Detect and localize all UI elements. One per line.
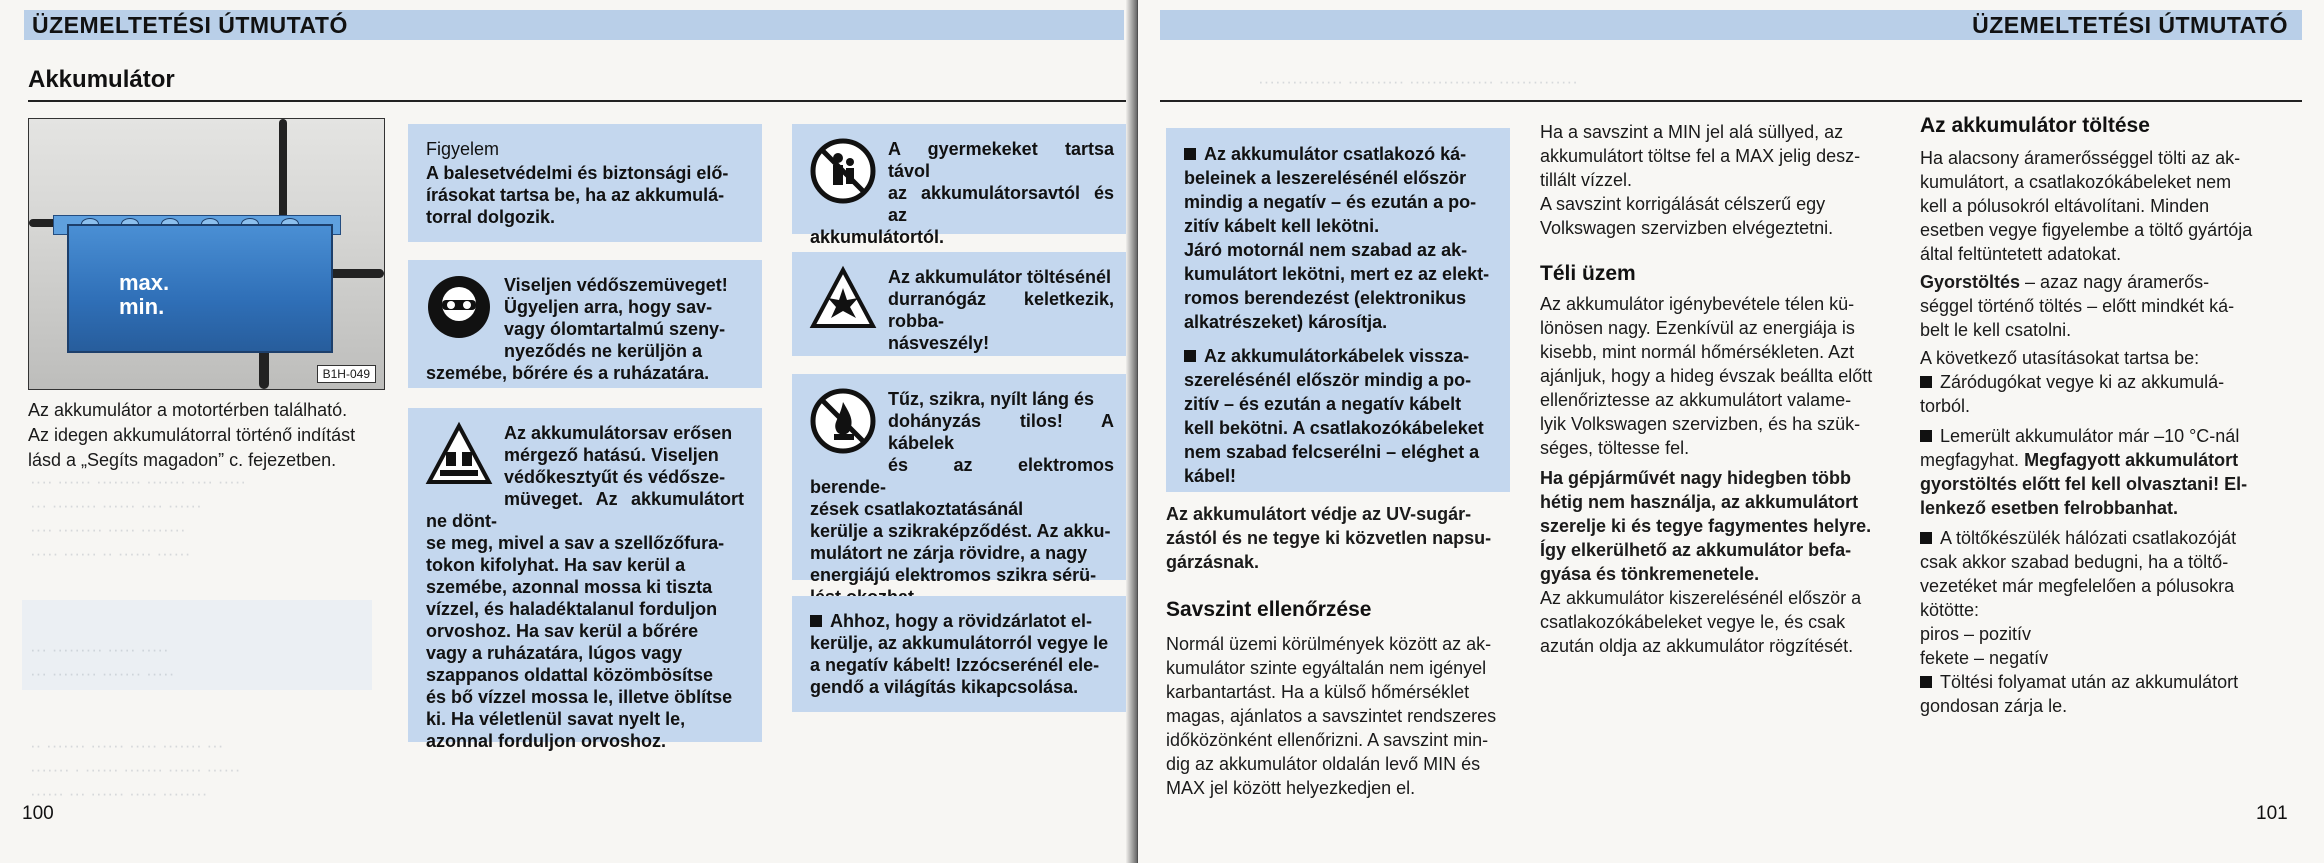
text-line: A balesetvédelmi és biztonsági elő- xyxy=(426,163,729,183)
text-line: vagy ólomtartalmú szeny- xyxy=(504,319,726,339)
winter-title: Téli üzem xyxy=(1540,262,1636,285)
section-title: Akkumulátor xyxy=(28,66,175,93)
text-line: dig az akkumulátor oldalán levő MIN és xyxy=(1166,754,1481,774)
text-line: vezetéket már megfelelően a pólusokra xyxy=(1920,576,2235,596)
text-line: torból. xyxy=(1920,396,1971,416)
text-line: Ha gépjárművét nagy hidegben több xyxy=(1540,468,1852,488)
text-line: kell a pólusokról eltávolítani. Minden xyxy=(1920,196,2210,216)
text-line: Az akkumulátor igénybevétele télen kü- xyxy=(1540,294,1855,314)
text-line: időközönként ellenőrizni. A savszint min- xyxy=(1166,730,1489,750)
text-line: védőkesztyűt és védősze- xyxy=(504,467,726,487)
bullet-icon xyxy=(810,615,822,627)
charging-title: Az akkumulátor töltése xyxy=(1920,114,2150,137)
text-line: akkumulátortól. xyxy=(810,227,945,247)
text-line: energiájú elektromos szikra sérü- xyxy=(810,565,1097,585)
header-bar xyxy=(24,10,1124,40)
text-line: se meg, mivel a sav a szellőzőfura- xyxy=(426,533,725,553)
text-line: ajánljuk, hogy a hideg évszak beállta előtt xyxy=(1540,366,1873,386)
text-line: szappanos oldattal közömbösítse xyxy=(426,665,714,685)
text-line: séggel történő töltés – előtt mindkét ká- xyxy=(1920,296,2235,316)
text-line: kumulátort, a csatlakozókábeleket nem xyxy=(1920,172,2232,192)
text-line: szemébe, azonnal mossa ki tiszta xyxy=(426,577,713,597)
text-line: kumulátort lekötni, mert ez az elekt- xyxy=(1184,264,1490,284)
text-line: lönösen nagy. Ezenkívül az energiája is xyxy=(1540,318,1855,338)
attention-title: Figyelem xyxy=(426,139,500,159)
text-line: orvoshoz. Ha sav kerül a bőrére xyxy=(426,621,699,641)
bullet-icon xyxy=(1184,148,1196,160)
acid-level-text xyxy=(1166,632,1516,800)
text-line: kábel! xyxy=(1184,466,1237,486)
caption-line: Az akkumulátor a motortérben található. xyxy=(28,400,348,420)
text-line: Ügyeljen arra, hogy sav- xyxy=(504,297,713,317)
text-line: nyeződés ne kerüljön a xyxy=(504,341,703,361)
text-span: – azaz nagy áramerős- xyxy=(2025,272,2210,292)
attention-text xyxy=(426,162,744,228)
text-line: vízzel, és haladéktalanul forduljon xyxy=(426,599,718,619)
text-line: belt le kell csatolni. xyxy=(1920,320,2072,340)
winter-text xyxy=(1540,292,1900,658)
section-rule xyxy=(1160,100,2302,102)
text-line xyxy=(1184,344,1492,368)
explosion-warning-box xyxy=(792,252,1132,356)
text-line: beleinek a leszerelésénél először xyxy=(1184,168,1467,188)
text-line: írásokat tartsa be, ha az akkumulá- xyxy=(426,185,725,205)
cable-removal-box xyxy=(1166,128,1510,492)
children-warning-box xyxy=(792,124,1132,247)
cable-decoration xyxy=(329,269,384,278)
page-number: 100 xyxy=(22,803,54,824)
text-line xyxy=(1920,270,2290,294)
text-line: mindig a negatív – és ezután a po- xyxy=(1184,192,1477,212)
explosion-icon xyxy=(810,266,876,332)
text-line xyxy=(1920,670,2290,694)
text-line: séges, töltesse fel. xyxy=(1540,438,1690,458)
text-line: gárzásnak. xyxy=(1166,552,1260,572)
text-line: lyik Volkswagen szervizben, és ha szük- xyxy=(1540,414,1861,434)
text-line: zések csatlakoztatásánál xyxy=(810,499,1024,519)
text-line: szemébe, bőrére és a ruházatára. xyxy=(426,363,710,383)
text-span: A töltőkészülék hálózati csatlakozóját xyxy=(1940,528,2237,548)
text-line: csak akkor szabad bedugni, ha a töltő- xyxy=(1920,552,2229,572)
text-line: nem szabad felcserélni – eléghet a xyxy=(1184,442,1480,462)
bullet-icon xyxy=(1184,350,1196,362)
text-line: gondosan zárja le. xyxy=(1920,696,2068,716)
text-line xyxy=(1920,448,2290,472)
bullet-icon xyxy=(1920,430,1932,442)
battery-photo xyxy=(28,118,385,390)
battery-body xyxy=(67,224,333,353)
header-title: ÜZEMELTETÉSI ÚTMUTATÓ xyxy=(1972,12,2288,38)
corrosive-icon xyxy=(426,422,492,488)
page-number: 101 xyxy=(2256,803,2288,824)
text-line: Az akkumulátor töltésénél xyxy=(888,267,1112,287)
text-span: Lemerült akkumulátor már –10 °C-nál xyxy=(1940,426,2240,446)
goggles-icon xyxy=(426,274,492,340)
text-line: mulátort ne zárja rövidre, a nagy xyxy=(810,543,1088,563)
text-line: A gyermekeket tartsa távol xyxy=(888,139,1114,181)
text-span: megfagyhat. xyxy=(1920,450,2020,470)
show-through-text: ··············· ·········· ··············· ·············· xyxy=(1258,72,1578,91)
text-line: Normál üzemi körülmények között az ak- xyxy=(1166,634,1492,654)
text-line: gyása és tönkremenetele. xyxy=(1540,564,1760,584)
right-page xyxy=(1138,0,2324,863)
text-line xyxy=(810,610,1114,632)
acid-level-title: Savszint ellenőrzése xyxy=(1166,598,1372,621)
text-line: dohányzás tilos! A kábelek xyxy=(888,411,1114,453)
text-line: A savszint korrigálását célszerű egy xyxy=(1540,194,1826,214)
show-through-text: ···· ······ ········ ······· ···· ····· ··· ········ ······ ···· ······ ···· ········ ····· ········ ····· ······ ·· ······ ······ ··· ········· ····· ····· ··· ········ ······· ····· ·· ······· ······ ····· ······· ··· ······· · ······ ······· ······ ······ ······ ··· ······ ····· ········ xyxy=(30,472,247,803)
text-span: Ahhoz, hogy a rövidzárlatot el- xyxy=(830,611,1093,631)
text-line xyxy=(1920,526,2290,550)
text-line xyxy=(1184,142,1492,166)
text-line: ellenőriztesse az akkumulátort valame- xyxy=(1540,390,1852,410)
text-line: magas, ajánlatos a savszintet rendszeres xyxy=(1166,706,1497,726)
text-line: zitív – és ezután a negatív kábelt xyxy=(1184,394,1462,414)
text-line: és az elektromos berende- xyxy=(810,455,1114,497)
max-label: max. xyxy=(119,270,170,295)
caption-line: lásd a „Segíts magadon” c. fejezetben. xyxy=(28,450,337,470)
uv-protection-text xyxy=(1166,502,1516,574)
text-line: szerelje ki és tegye fagymentes helyre. xyxy=(1540,516,1872,536)
text-line: esetben vegye figyelembe a töltő gyártója xyxy=(1920,220,2253,240)
attention-box xyxy=(408,124,762,242)
text-line: alkatrészeket) károsítja. xyxy=(1184,312,1388,332)
charging-text xyxy=(1920,146,2290,718)
text-line: és bő vízzel mossa le, illetve öblítse xyxy=(426,687,733,707)
text-line xyxy=(1920,370,2290,394)
min-label: min. xyxy=(119,294,165,319)
text-line: MAX jel között helyezkedjen el. xyxy=(1166,778,1416,798)
text-span: Töltési folyamat után az akkumulátort xyxy=(1940,672,2239,692)
text-line: azonnal forduljon orvoshoz. xyxy=(426,731,666,751)
text-line: Ha alacsony áramerősséggel tölti az ak- xyxy=(1920,148,2241,168)
text-line: lenkező esetben felrobbanhat. xyxy=(1920,498,2179,518)
text-line: kumulátor szinte egyáltalán nem igényel xyxy=(1166,658,1487,678)
short-circuit-box xyxy=(792,596,1132,712)
text-line: ki. Ha véletlenül savat nyelt le, xyxy=(426,709,686,729)
text-line: vagy a ruházatára, lúgos vagy xyxy=(426,643,683,663)
left-page xyxy=(0,0,1138,863)
text-line: Járó motornál nem szabad az ak- xyxy=(1184,240,1468,260)
fast-charge-title: Gyorstöltés xyxy=(1920,272,2021,292)
bullet-icon xyxy=(1920,376,1932,388)
text-line: az akkumulátorsavtól és az xyxy=(888,183,1114,225)
text-line: Ha a savszint a MIN jel alá süllyed, az xyxy=(1540,122,1844,142)
text-line: müveget. Az akkumulátort ne dönt- xyxy=(426,489,744,531)
text-line: kell bekötni. A csatlakozókábeleket xyxy=(1184,418,1484,438)
text-line: zitív kábelt kell lekötni. xyxy=(1184,216,1380,236)
text-line: szerelésénél először mindig a po- xyxy=(1184,370,1472,390)
text-line: Viseljen védőszemüveget! xyxy=(504,275,728,295)
goggles-warning-box xyxy=(408,260,762,388)
no-fire-icon xyxy=(810,388,876,454)
text-line: Volkswagen szervizben elvégeztetni. xyxy=(1540,218,1834,238)
text-line: torral dolgozik. xyxy=(426,207,556,227)
fire-warning-box xyxy=(792,374,1132,585)
text-line: hétig nem használja, az akkumulátort xyxy=(1540,492,1859,512)
text-line: Az akkumulátort védje az UV-sugár- xyxy=(1166,504,1472,524)
text-line: azután oldja az akkumulátor rögzítését. xyxy=(1540,636,1854,656)
photo-code: B1H-049 xyxy=(317,365,376,383)
text-line: mérgező hatású. Viseljen xyxy=(504,445,719,465)
text-line: gendő a világítás kikapcsolása. xyxy=(810,677,1079,697)
bullet-icon xyxy=(1920,676,1932,688)
text-line xyxy=(1920,424,2290,448)
text-span: Záródugókat vegye ki az akkumulá- xyxy=(1940,372,2225,392)
text-line: piros – pozitív xyxy=(1920,624,2032,644)
refill-text xyxy=(1540,120,1900,240)
text-line: romos berendezést (elektronikus xyxy=(1184,288,1467,308)
section-rule xyxy=(28,100,1128,102)
text-line: gyorstöltés előtt fel kell olvasztani! El- xyxy=(1920,474,2248,494)
text-line: tillált vízzel. xyxy=(1540,170,1633,190)
text-line: Így elkerülhető az akkumulátor befa- xyxy=(1540,540,1852,560)
text-line: által feltüntetett adatokat. xyxy=(1920,244,2122,264)
text-line: durranógáz keletkezik, robba- xyxy=(888,289,1114,331)
text-line: fekete – negatív xyxy=(1920,648,2049,668)
text-line: akkumulátort töltse fel a MAX jelig desz- xyxy=(1540,146,1861,166)
text-line: Az akkumulátorsav erősen xyxy=(504,423,733,443)
text-line: Az akkumulátor kiszerelésénél először a xyxy=(1540,588,1862,608)
text-line: Tűz, szikra, nyílt láng és xyxy=(888,389,1095,409)
text-line: A következő utasításokat tartsa be: xyxy=(1920,348,2200,368)
text-line: a negatív kábelt! Izzócserénél ele- xyxy=(810,655,1100,675)
text-span: Az akkumulátor csatlakozó ká- xyxy=(1204,144,1467,164)
text-line: násveszély! xyxy=(888,333,990,353)
text-line: tokon kifolyhat. Ha sav kerül a xyxy=(426,555,686,575)
cable-decoration xyxy=(279,119,287,229)
photo-caption xyxy=(28,398,398,473)
text-line: kisebb, mint normál hőmérsékleten. Azt xyxy=(1540,342,1855,362)
text-span: Az akkumulátorkábelek vissza- xyxy=(1204,346,1470,366)
cable-removal-text xyxy=(1184,142,1492,488)
text-line: kötötte: xyxy=(1920,600,1980,620)
text-span: Megfagyott akkumulátort xyxy=(2024,450,2239,470)
text-line: kerülje, az akkumulátorról vegye le xyxy=(810,633,1109,653)
header-bar xyxy=(1160,10,2302,40)
caption-line: Az idegen akkumulátorral történő indítást xyxy=(28,425,356,445)
header-title: ÜZEMELTETÉSI ÚTMUTATÓ xyxy=(32,12,348,38)
text-line: csatlakozókábeleket vegye le, és csak xyxy=(1540,612,1846,632)
text-line: kerülje a szikraképződést. Az akku- xyxy=(810,521,1111,541)
no-children-icon xyxy=(810,138,876,204)
text-line: zástól és ne tegye ki közvetlen napsu- xyxy=(1166,528,1492,548)
bullet-icon xyxy=(1920,532,1932,544)
acid-warning-box xyxy=(408,408,762,751)
text-line: karbantartást. Ha a külső hőmérséklet xyxy=(1166,682,1470,702)
short-circuit-text xyxy=(810,610,1114,698)
